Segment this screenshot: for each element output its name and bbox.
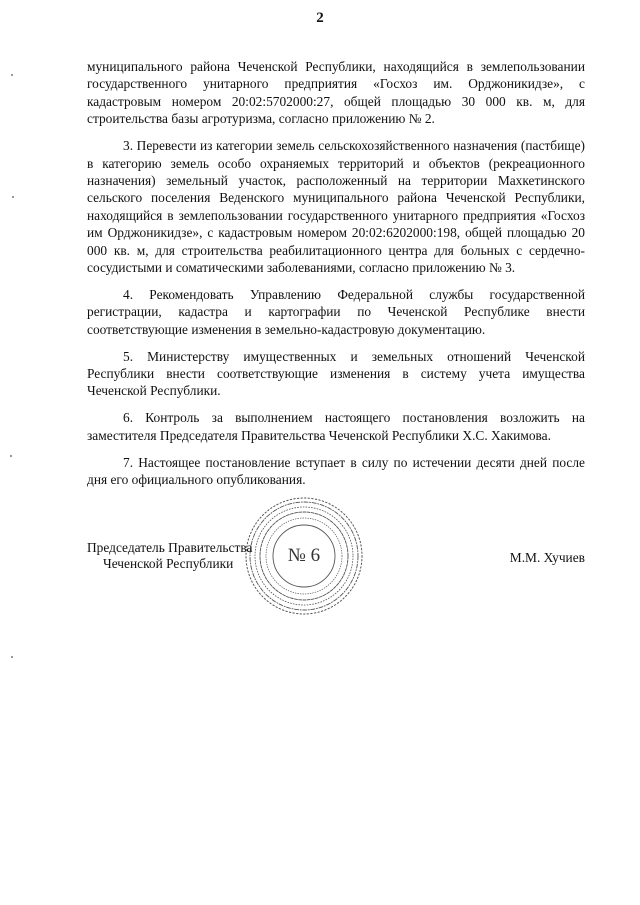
document-body	[87, 58, 585, 488]
stamp-number: № 6	[287, 545, 321, 566]
scan-speck	[11, 74, 13, 76]
signatory-title-line2: Чеченской Республики	[103, 556, 234, 571]
page-number: 2	[316, 10, 324, 26]
signatory-title-line1: Председатель Правительства	[87, 540, 253, 555]
scan-speck	[10, 455, 12, 457]
paragraph-continuation: муниципального района Чеченской Республики, находящийся в землепользовании государственного унитарного предприятия «Госхоз им. Орджоникидзе», с кадастровым номером 20:02:5702000:27, общей площадью 30 000 кв. м, для строительства базы агротуризма, согласно приложению № 2.	[87, 59, 585, 127]
paragraph-6: 6. Контроль за выполнением настоящего постановления возложить на заместителя Председателя Правительства Чеченской Республики Х.С. Хакимова.	[87, 410, 585, 443]
scan-speck	[11, 656, 13, 658]
paragraph-7: 7. Настоящее постановление вступает в силу по истечении десяти дней после дня его официального опубликования.	[87, 454, 585, 488]
signature-block	[87, 536, 585, 596]
paragraph-4: 4. Рекомендовать Управлению Федеральной службы государственной регистрации, кадастра и картографии по Чеченской Республике внести соответствующие изменения в земельно-кадастровую документацию.	[87, 286, 585, 337]
signatory-name: М.М. Хучиев	[509, 550, 585, 565]
paragraph-5: 5. Министерству имущественных и земельных отношений Чеченской Республики внести соответствующие изменения в систему учета имущества Чеченской Республики.	[87, 348, 585, 399]
paragraph-3: 3. Перевести из категории земель сельскохозяйственного назначения (пастбище) в категорию земель особо охраняемых территорий и объектов (рекреационного назначения) земельный участок, расположенный на территории Махкетинского сельского поселения Веденского муниципального района Чеченской Республики, находящийся в землепользовании государственного унитарного предприятия «Госхоз им Орджоникидзе», с кадастровым номером 20:02:6202000:198, общей площадью 20 000 кв. м, для строительства реабилитационного центра для больных с сердечно-сосудистыми и соматическими заболеваниями, согласно приложению № 3.	[87, 138, 585, 275]
scan-speck	[12, 196, 14, 198]
